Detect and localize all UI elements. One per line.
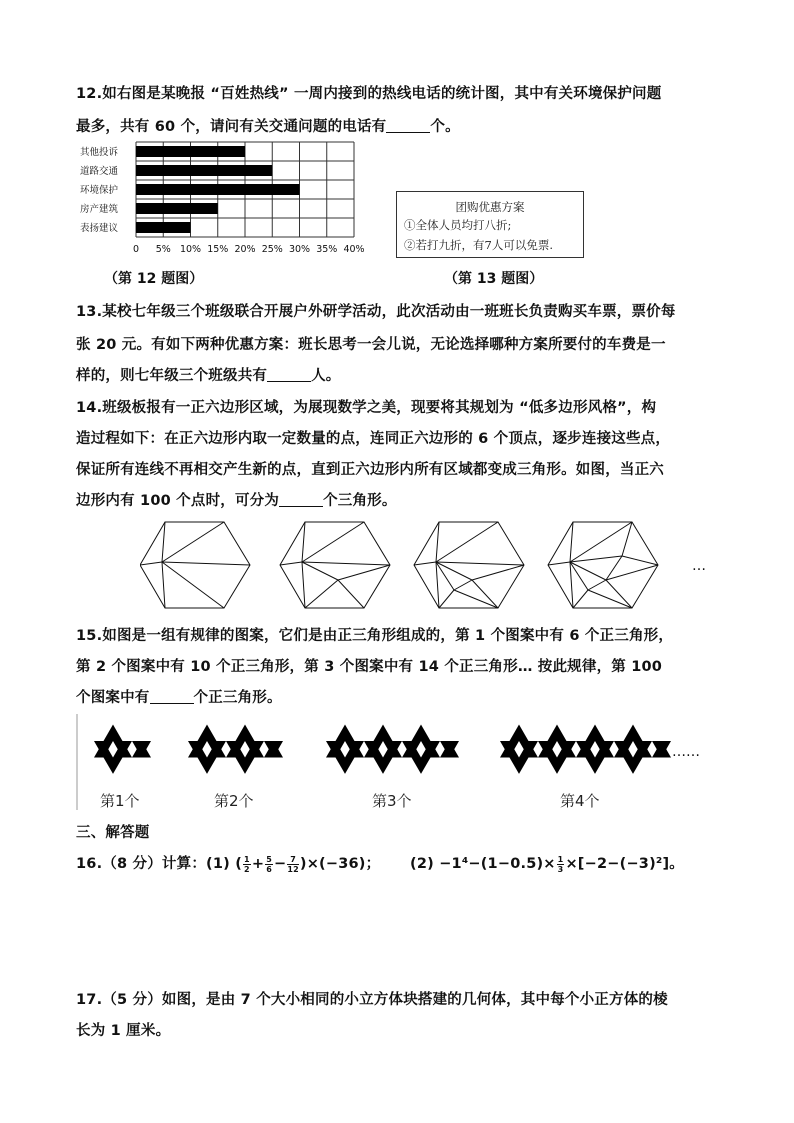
hexagon-figure-3 [414,522,524,608]
triangle [548,757,567,773]
minus-sign: − [273,856,287,872]
tick-label: 35% [316,244,338,255]
q13-line-1: 13.某校七年级三个班级联合开展户外研学活动，此次活动由一班班长负责购买车票，票价每 [76,304,676,320]
bar-4 [136,222,191,233]
triangle [104,757,123,773]
tick-label: 15% [207,244,229,255]
triangle [510,757,529,773]
q17-line-1: 17.（5 分）如图，是由 7 个大小相同的小立方体块搭建的几何体，其中每个小正方体的棱 [76,992,668,1008]
triangle [236,757,255,773]
tick-label: 40% [343,244,365,255]
q15-line-3 [76,686,282,707]
figure-caption-12: （第 12 题图） [104,271,204,287]
triangle [236,725,255,741]
fraction-1-3: $\frac{1}{3}$ [557,854,564,874]
answer-blank[interactable] [267,367,311,382]
triangle [374,757,393,773]
bar-3 [136,203,218,214]
q14-line-1: 14.班级板报有一正六边形区域，为展现数学之美，现要将其规划为 “低多边形风格”，构 [76,400,657,416]
plus-sign: + [251,856,265,872]
triangle [374,725,393,741]
q16-tail-1: )×(−36)； [299,856,381,872]
q16-head: 16.（8 分）计算：(1) ( [76,856,243,872]
q16-line [76,852,380,874]
q14-text: 边形内有 100 个点时，可分为 [76,493,280,509]
triangle [412,725,431,741]
tick-label: 25% [261,244,283,255]
q13-line-2: 张 20 元。有如下两种优惠方案：班长思考一会儿说，无论选择哪种方案所要付的车费是一 [76,337,666,353]
tick-label: 20% [234,244,256,255]
pattern-ellipsis: …… [672,744,700,760]
q14-line-4 [76,489,397,510]
category-label: 道路交通 [80,166,119,177]
group-discount-box [396,191,584,258]
q15-text: 个图案中有 [76,690,150,706]
triangle [198,757,217,773]
hexagon-triangulation-figures [140,520,720,610]
hexagon-figure-4 [548,522,658,608]
promo-item-2: ②若打九折，有7人可以免票. [404,238,553,252]
answer-blank[interactable] [386,118,430,133]
category-label: 房产建筑 [80,204,119,215]
hotline-bar-chart [78,138,378,262]
q12-text: 最多，共有 60 个，请问有关交通问题的电话有 [76,119,387,135]
q15-text-end: 个正三角形。 [193,690,282,706]
pattern-label-3: 第3个 [372,792,412,810]
fraction-5-6: $\frac{5}{6}$ [266,854,272,874]
answer-blank[interactable] [150,689,194,704]
q16-part-2-head: (2) −1⁴−(1−0.5)× [410,856,556,872]
answer-blank[interactable] [279,492,323,507]
tick-label: 5% [155,244,171,255]
triangle [586,725,605,741]
triangle [624,725,643,741]
q12-text-end: 个。 [430,119,460,135]
pattern-label-1: 第1个 [100,792,140,810]
q12-line-1: 12.如右图是某晚报 “百姓热线” 一周内接到的热线电话的统计图，其中有关环境保护问题 [76,86,662,102]
q14-text-end: 个三角形。 [323,493,397,509]
triangle [510,725,529,741]
fraction-7-12: $\frac{7}{12}$ [287,854,299,874]
section-title: 三、解答题 [76,825,150,841]
q15-line-1: 15.如图是一组有规律的图案，它们是由正三角形组成的，第 1 个图案中有 6 个正三角形， [76,628,674,644]
bar-0 [136,146,245,157]
q13-line-3 [76,364,341,385]
category-label: 环境保护 [80,185,119,196]
category-label: 其他投诉 [80,147,119,158]
q14-line-3: 保证所有连线不再相交产生新的点，直到正六边形内所有区域都变成三角形。如图，当正六 [76,462,664,478]
triangle [336,757,355,773]
q15-line-2: 第 2 个图案中有 10 个正三角形，第 3 个图案中有 14 个正三角形… 按此规律，第 100 [76,659,663,675]
q13-text-end: 人。 [311,368,341,384]
triangle [586,757,605,773]
tick-label: 0 [132,244,140,255]
promo-item-1: ①全体人员均打八折; [404,218,512,232]
triangle [336,725,355,741]
tick-label: 10% [179,244,202,255]
q17-line-2: 长为 1 厘米。 [76,1023,171,1039]
triangle [412,757,431,773]
hexagon-figure-1 [140,522,250,608]
q16-tail-2: ×[−2−(−3)²]。 [565,856,684,872]
promo-title: 团购优惠方案 [455,200,525,214]
triangle [548,725,567,741]
q12-line-2 [76,115,460,136]
fraction-1-2: $\frac{1}{2}$ [244,854,250,874]
hexagon-ellipsis: … [692,558,706,574]
triangle [198,725,217,741]
figure-caption-13: （第 13 题图） [444,271,544,287]
pattern-label-4: 第4个 [560,792,600,810]
triangle [104,725,123,741]
category-label: 表扬建议 [80,223,119,234]
bar-2 [136,184,300,195]
hexagon-figure-2 [280,522,390,608]
q16-part-2 [410,852,684,874]
star-pattern-figure [76,714,726,810]
tick-label: 30% [288,244,311,255]
q13-text: 样的，则七年级三个班级共有 [76,368,268,384]
q14-line-2: 造过程如下：在正六边形内取一定数量的点，连同正六边形的 6 个顶点，逐步连接这些点， [76,431,671,447]
pattern-label-2: 第2个 [214,792,254,810]
triangle [624,757,643,773]
bar-1 [136,165,272,176]
